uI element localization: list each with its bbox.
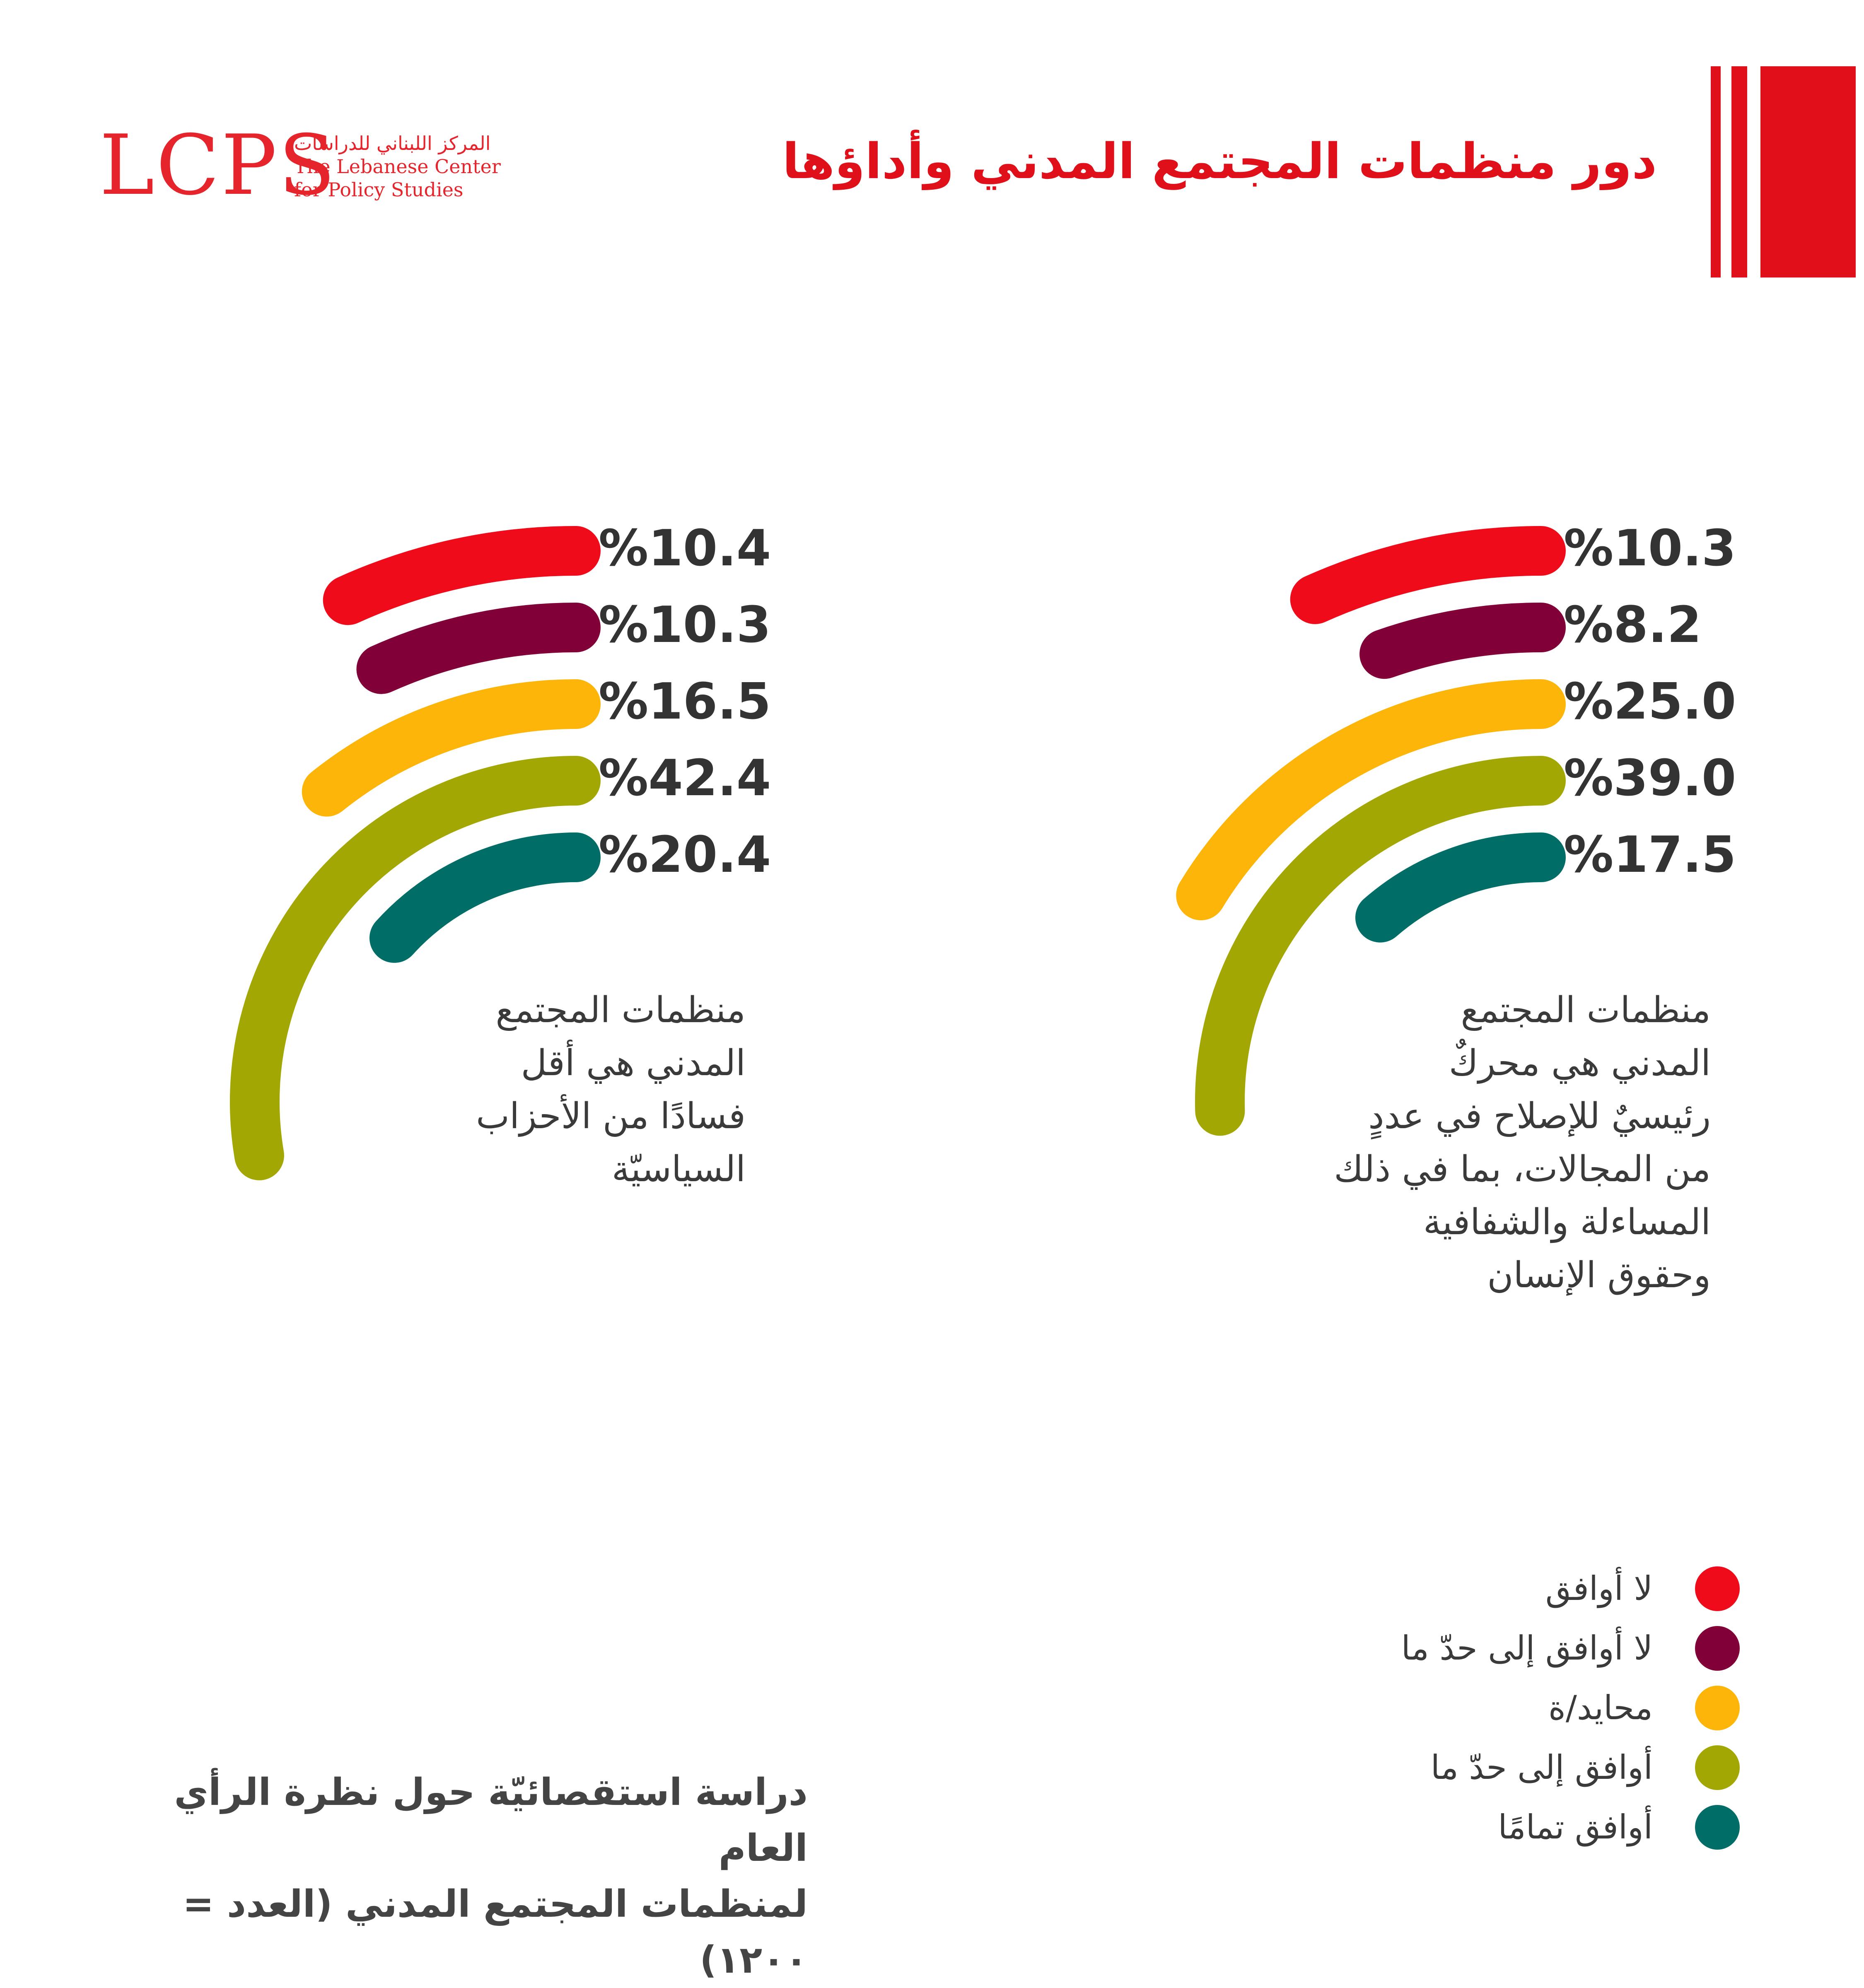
chart1-value-label: %10.3	[599, 596, 771, 654]
chart2-statement	[1334, 984, 1711, 1302]
legend-item	[1077, 1740, 1740, 1800]
legend-swatch	[1695, 1626, 1740, 1671]
chart2-value-label: %25.0	[1564, 673, 1736, 731]
chart1-arc-2	[381, 627, 576, 669]
legend	[1077, 1561, 1740, 1860]
chart1-value-label: %16.5	[599, 673, 771, 731]
legend-label: محايد/ة	[1548, 1689, 1653, 1727]
page-title: دور منظمات المجتمع المدني وأداؤها	[782, 133, 1657, 190]
statement-line: وحقوق الإنسان	[1487, 1255, 1711, 1296]
statement-line: المدني هي أقل	[521, 1042, 746, 1084]
legend-label: لا أوافق	[1545, 1569, 1653, 1608]
statement-line: منظمات المجتمع	[495, 989, 746, 1031]
chart1-statement	[476, 984, 746, 1196]
chart2-value-label: %8.2	[1564, 596, 1702, 654]
legend-item	[1077, 1800, 1740, 1860]
chart1-value-label: %10.4	[599, 520, 771, 577]
legend-label: لا أوافق إلى حدّ ما	[1401, 1629, 1653, 1667]
chart2-value-label: %10.3	[1564, 520, 1736, 577]
logo-arabic-name: المركز اللبناني للدراسات	[294, 132, 491, 154]
legend-item	[1077, 1621, 1740, 1681]
chart1-arc-1	[348, 551, 576, 600]
chart2-arc-2	[1384, 627, 1541, 654]
chart1-arc-5	[394, 857, 576, 938]
statement-line: السياسيّة	[611, 1148, 746, 1190]
logo-english-name-1: The Lebanese Center	[294, 155, 501, 178]
legend-item	[1077, 1681, 1740, 1740]
legend-swatch	[1695, 1686, 1740, 1730]
chart2-arc-5	[1380, 857, 1541, 918]
statement-line: فسادًا من الأحزاب	[476, 1095, 746, 1137]
chart2-value-label: %17.5	[1564, 826, 1736, 884]
footer-line-1: دراسة استقصائيّة حول نظرة الرأي العام	[174, 1771, 808, 1870]
statement-line: رئيسيٌ للإصلاح في عددٍ	[1368, 1095, 1711, 1137]
footer-line-2: لمنظمات المجتمع المدني (العدد = ١٢٠٠)	[183, 1882, 808, 1982]
legend-item	[1077, 1561, 1740, 1621]
statement-line: المساءلة والشفافية	[1423, 1201, 1711, 1243]
statement-line: المدني هي محركٌ	[1449, 1042, 1711, 1084]
legend-label: أوافق إلى حدّ ما	[1430, 1748, 1653, 1787]
chart1-value-label: %42.4	[599, 750, 771, 807]
legend-swatch	[1695, 1745, 1740, 1790]
statement-line: من المجالات، بما في ذلك	[1334, 1148, 1711, 1190]
legend-label: أوافق تمامًا	[1498, 1808, 1653, 1846]
logo-english-name-2: for Policy Studies	[294, 179, 464, 201]
lcps-logo-mark: LCPS	[99, 117, 337, 214]
legend-swatch	[1695, 1805, 1740, 1850]
legend-swatch	[1695, 1566, 1740, 1611]
chart2-value-label: %39.0	[1564, 750, 1736, 807]
footer-source	[104, 1764, 808, 1988]
chart2-arc-1	[1315, 551, 1541, 599]
chart1-value-label: %20.4	[599, 826, 771, 884]
statement-line: منظمات المجتمع	[1461, 989, 1711, 1031]
